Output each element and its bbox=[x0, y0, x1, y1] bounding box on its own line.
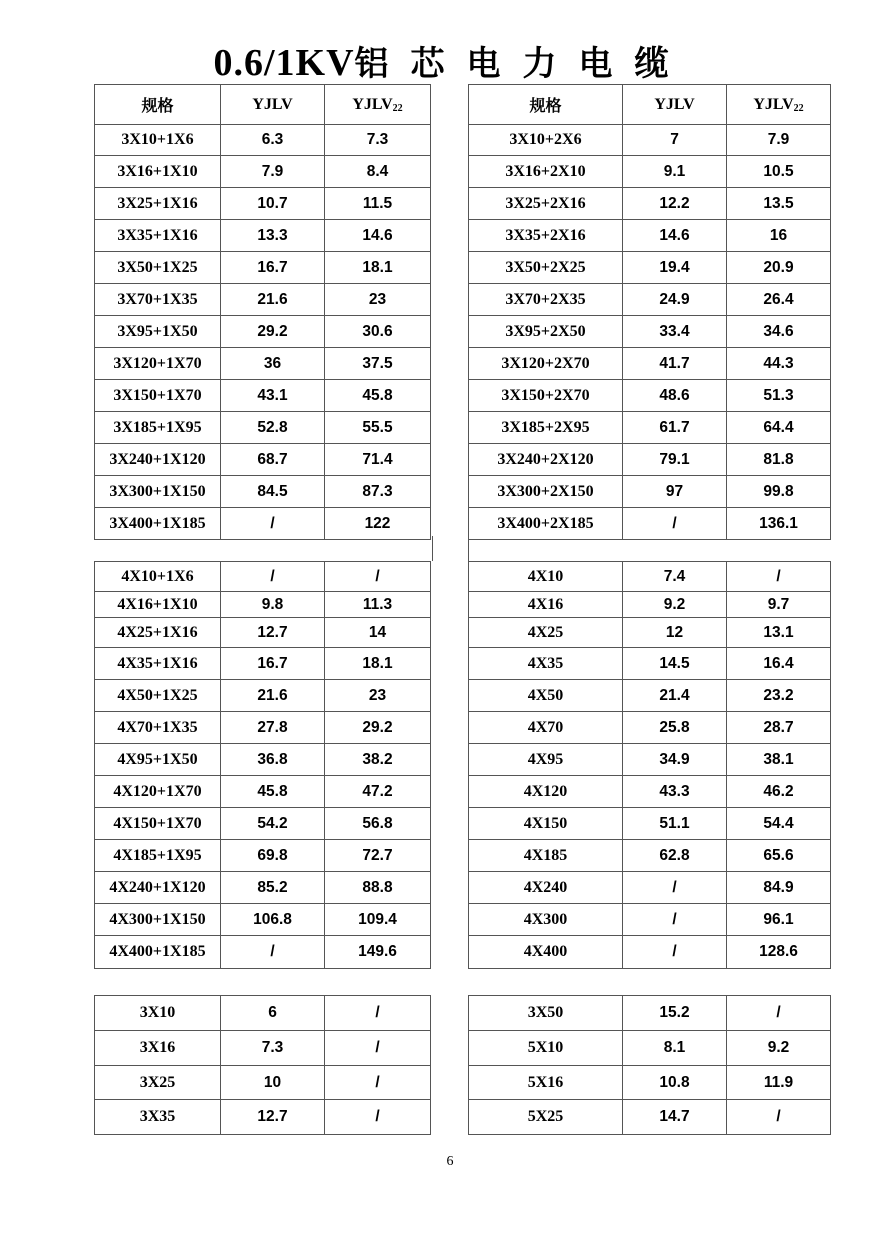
yjlv-cell: 33.4 bbox=[623, 316, 727, 348]
spec-cell: 3X95+2X50 bbox=[469, 316, 623, 348]
table-row bbox=[469, 444, 831, 476]
table-row bbox=[469, 188, 831, 220]
yjlv-cell: / bbox=[623, 508, 727, 540]
yjlv-cell: 62.8 bbox=[623, 840, 727, 872]
yjlv22-cell: 99.8 bbox=[727, 476, 831, 508]
yjlv-cell: 12.2 bbox=[623, 188, 727, 220]
spec-cell: 4X240+1X120 bbox=[95, 872, 221, 904]
header-spec: 规格 bbox=[469, 85, 623, 125]
yjlv-cell: 106.8 bbox=[221, 904, 325, 936]
yjlv22-cell: / bbox=[727, 1100, 831, 1135]
spec-cell: 4X70+1X35 bbox=[95, 712, 221, 744]
yjlv-cell: / bbox=[623, 872, 727, 904]
spec-cell: 3X120+2X70 bbox=[469, 348, 623, 380]
yjlv22-cell: 38.2 bbox=[325, 744, 431, 776]
spec-cell: 3X25 bbox=[95, 1066, 221, 1100]
spec-cell: 4X400 bbox=[469, 936, 623, 969]
yjlv-cell: 16.7 bbox=[221, 252, 325, 284]
yjlv-cell: 7 bbox=[623, 125, 727, 156]
spec-cell: 3X185+1X95 bbox=[95, 412, 221, 444]
spec-cell: 3X10+2X6 bbox=[469, 125, 623, 156]
table-row bbox=[469, 904, 831, 936]
table-row bbox=[95, 444, 431, 476]
table-row bbox=[469, 936, 831, 969]
yjlv22-cell: 9.2 bbox=[727, 1031, 831, 1066]
yjlv-cell: 43.1 bbox=[221, 380, 325, 412]
yjlv-cell: 9.8 bbox=[221, 592, 325, 618]
table-row bbox=[469, 348, 831, 380]
table-row bbox=[95, 618, 431, 648]
yjlv22-cell: 23 bbox=[325, 680, 431, 712]
divider-line bbox=[432, 536, 433, 561]
yjlv-cell: 36 bbox=[221, 348, 325, 380]
yjlv22-cell: 9.7 bbox=[727, 592, 831, 618]
table-row bbox=[469, 125, 831, 156]
yjlv-cell: 6.3 bbox=[221, 125, 325, 156]
spec-cell: 4X120+1X70 bbox=[95, 776, 221, 808]
spec-cell: 5X10 bbox=[469, 1031, 623, 1066]
yjlv-cell: 27.8 bbox=[221, 712, 325, 744]
yjlv-cell: 25.8 bbox=[623, 712, 727, 744]
table-row bbox=[95, 1031, 431, 1066]
yjlv22-cell: 45.8 bbox=[325, 380, 431, 412]
yjlv-cell: 69.8 bbox=[221, 840, 325, 872]
yjlv22-cell: / bbox=[727, 562, 831, 592]
table-row bbox=[469, 618, 831, 648]
spec-cell: 3X16 bbox=[95, 1031, 221, 1066]
yjlv22-cell: 29.2 bbox=[325, 712, 431, 744]
yjlv-cell: 21.6 bbox=[221, 284, 325, 316]
yjlv22-cell: 23.2 bbox=[727, 680, 831, 712]
yjlv-cell: / bbox=[221, 508, 325, 540]
spec-cell: 4X35 bbox=[469, 648, 623, 680]
yjlv22-cell: 16.4 bbox=[727, 648, 831, 680]
table-row bbox=[95, 316, 431, 348]
table-row bbox=[95, 996, 431, 1031]
spec-cell: 4X240 bbox=[469, 872, 623, 904]
spec-cell: 3X16+2X10 bbox=[469, 156, 623, 188]
table-row bbox=[469, 996, 831, 1031]
yjlv-cell: 12.7 bbox=[221, 1100, 325, 1135]
page-number: 6 bbox=[446, 1154, 454, 1169]
yjlv-cell: 21.6 bbox=[221, 680, 325, 712]
spec-cell: 3X300+2X150 bbox=[469, 476, 623, 508]
table-row bbox=[469, 712, 831, 744]
spec-cell: 4X95+1X50 bbox=[95, 744, 221, 776]
table-row bbox=[95, 380, 431, 412]
header-spec: 规格 bbox=[95, 85, 221, 125]
table-row bbox=[95, 562, 431, 592]
yjlv-cell: 14.6 bbox=[623, 220, 727, 252]
spec-cell: 3X240+1X120 bbox=[95, 444, 221, 476]
table-row bbox=[469, 156, 831, 188]
yjlv22-cell: 55.5 bbox=[325, 412, 431, 444]
spec-cell: 3X185+2X95 bbox=[469, 412, 623, 444]
yjlv22-cell: / bbox=[727, 996, 831, 1031]
table-row bbox=[95, 592, 431, 618]
header-yjlv22: $YJLV_{22}$ bbox=[727, 85, 831, 125]
table-row bbox=[95, 476, 431, 508]
yjlv22-cell: / bbox=[325, 1031, 431, 1066]
yjlv-cell: 85.2 bbox=[221, 872, 325, 904]
yjlv-cell: 19.4 bbox=[623, 252, 727, 284]
yjlv22-cell: 18.1 bbox=[325, 252, 431, 284]
spec-cell: 4X50+1X25 bbox=[95, 680, 221, 712]
yjlv-cell: 16.7 bbox=[221, 648, 325, 680]
yjlv-cell: 6 bbox=[221, 996, 325, 1031]
table-row bbox=[469, 1066, 831, 1100]
yjlv-cell: 12.7 bbox=[221, 618, 325, 648]
yjlv22-cell: 56.8 bbox=[325, 808, 431, 840]
table-row bbox=[469, 252, 831, 284]
spec-cell: 4X185 bbox=[469, 840, 623, 872]
page-title: 0.6/1KV铝芯电力电缆 bbox=[213, 42, 691, 84]
yjlv22-cell: 96.1 bbox=[727, 904, 831, 936]
yjlv22-cell: 28.7 bbox=[727, 712, 831, 744]
spec-cell: 4X70 bbox=[469, 712, 623, 744]
table-row bbox=[469, 648, 831, 680]
spec-cell: 3X70+2X35 bbox=[469, 284, 623, 316]
spec-cell: 3X400+2X185 bbox=[469, 508, 623, 540]
table-row bbox=[95, 712, 431, 744]
yjlv22-cell: 136.1 bbox=[727, 508, 831, 540]
yjlv22-cell: 84.9 bbox=[727, 872, 831, 904]
table-row bbox=[469, 776, 831, 808]
spec-cell: 4X25+1X16 bbox=[95, 618, 221, 648]
table-row bbox=[469, 680, 831, 712]
yjlv-cell: / bbox=[623, 936, 727, 969]
yjlv-cell: 24.9 bbox=[623, 284, 727, 316]
yjlv-cell: 8.1 bbox=[623, 1031, 727, 1066]
spec-cell: 4X300+1X150 bbox=[95, 904, 221, 936]
spec-cell: 5X16 bbox=[469, 1066, 623, 1100]
spec-cell: 3X16+1X10 bbox=[95, 156, 221, 188]
header-yjlv: YJLV bbox=[221, 85, 325, 125]
yjlv22-cell: 71.4 bbox=[325, 444, 431, 476]
table-row bbox=[469, 562, 831, 592]
table-4core-right bbox=[468, 561, 831, 969]
yjlv22-cell: 149.6 bbox=[325, 936, 431, 969]
spec-cell: 4X150+1X70 bbox=[95, 808, 221, 840]
yjlv-cell: 9.1 bbox=[623, 156, 727, 188]
divider-line bbox=[468, 536, 469, 561]
table-row bbox=[95, 412, 431, 444]
table-row bbox=[469, 592, 831, 618]
yjlv22-cell: / bbox=[325, 996, 431, 1031]
yjlv22-cell: 88.8 bbox=[325, 872, 431, 904]
yjlv22-cell: 10.5 bbox=[727, 156, 831, 188]
yjlv22-cell: 14 bbox=[325, 618, 431, 648]
yjlv-cell: 10.7 bbox=[221, 188, 325, 220]
table-row bbox=[469, 1031, 831, 1066]
spec-cell: 3X120+1X70 bbox=[95, 348, 221, 380]
header-yjlv22: $YJLV_{22}$ bbox=[325, 85, 431, 125]
yjlv22-cell: 122 bbox=[325, 508, 431, 540]
yjlv22-cell: 11.9 bbox=[727, 1066, 831, 1100]
yjlv22-cell: 11.5 bbox=[325, 188, 431, 220]
spec-cell: 3X35+1X16 bbox=[95, 220, 221, 252]
spec-cell: 4X16 bbox=[469, 592, 623, 618]
table-row bbox=[95, 252, 431, 284]
yjlv22-cell: 30.6 bbox=[325, 316, 431, 348]
yjlv22-cell: 51.3 bbox=[727, 380, 831, 412]
spec-cell: 3X50+2X25 bbox=[469, 252, 623, 284]
table-row bbox=[95, 188, 431, 220]
yjlv-cell: 36.8 bbox=[221, 744, 325, 776]
spec-cell: 3X25+1X16 bbox=[95, 188, 221, 220]
table-row bbox=[95, 508, 431, 540]
yjlv22-cell: 46.2 bbox=[727, 776, 831, 808]
yjlv-cell: 54.2 bbox=[221, 808, 325, 840]
yjlv22-cell: 26.4 bbox=[727, 284, 831, 316]
yjlv22-cell: / bbox=[325, 562, 431, 592]
yjlv22-cell: 7.9 bbox=[727, 125, 831, 156]
yjlv-cell: 84.5 bbox=[221, 476, 325, 508]
table-row bbox=[469, 284, 831, 316]
yjlv22-cell: 87.3 bbox=[325, 476, 431, 508]
table-row bbox=[469, 220, 831, 252]
spec-cell: 4X50 bbox=[469, 680, 623, 712]
yjlv-cell: / bbox=[623, 904, 727, 936]
table-row bbox=[95, 680, 431, 712]
yjlv22-cell: 7.3 bbox=[325, 125, 431, 156]
yjlv22-cell: 11.3 bbox=[325, 592, 431, 618]
table-row bbox=[95, 936, 431, 969]
yjlv22-cell: 65.6 bbox=[727, 840, 831, 872]
table-row bbox=[469, 476, 831, 508]
table-row bbox=[95, 840, 431, 872]
yjlv22-cell: 34.6 bbox=[727, 316, 831, 348]
spec-cell: 4X300 bbox=[469, 904, 623, 936]
table-row bbox=[95, 1100, 431, 1135]
spec-cell: 3X10 bbox=[95, 996, 221, 1031]
yjlv-cell: 9.2 bbox=[623, 592, 727, 618]
table-misc-right bbox=[468, 995, 831, 1135]
yjlv-cell: 10.8 bbox=[623, 1066, 727, 1100]
yjlv-cell: 48.6 bbox=[623, 380, 727, 412]
spec-cell: 3X150+1X70 bbox=[95, 380, 221, 412]
table-4core-left bbox=[94, 561, 431, 969]
table-row bbox=[469, 872, 831, 904]
yjlv-cell: 52.8 bbox=[221, 412, 325, 444]
table-row bbox=[95, 1066, 431, 1100]
spec-cell: 4X120 bbox=[469, 776, 623, 808]
yjlv-cell: 21.4 bbox=[623, 680, 727, 712]
spec-cell: 3X240+2X120 bbox=[469, 444, 623, 476]
spec-cell: 4X25 bbox=[469, 618, 623, 648]
spec-cell: 3X150+2X70 bbox=[469, 380, 623, 412]
yjlv-cell: 45.8 bbox=[221, 776, 325, 808]
yjlv22-cell: 37.5 bbox=[325, 348, 431, 380]
yjlv22-cell: 64.4 bbox=[727, 412, 831, 444]
spec-cell: 4X150 bbox=[469, 808, 623, 840]
table-row bbox=[95, 744, 431, 776]
yjlv-cell: 61.7 bbox=[623, 412, 727, 444]
spec-cell: 5X25 bbox=[469, 1100, 623, 1135]
yjlv-cell: 13.3 bbox=[221, 220, 325, 252]
table-misc-left bbox=[94, 995, 431, 1135]
yjlv-cell: 29.2 bbox=[221, 316, 325, 348]
yjlv-cell: 43.3 bbox=[623, 776, 727, 808]
yjlv22-cell: 16 bbox=[727, 220, 831, 252]
table-row bbox=[95, 125, 431, 156]
yjlv-cell: 14.5 bbox=[623, 648, 727, 680]
spec-cell: 3X10+1X6 bbox=[95, 125, 221, 156]
yjlv22-cell: 109.4 bbox=[325, 904, 431, 936]
yjlv22-cell: 72.7 bbox=[325, 840, 431, 872]
yjlv-cell: 12 bbox=[623, 618, 727, 648]
table-row bbox=[95, 808, 431, 840]
table-row bbox=[469, 744, 831, 776]
spec-cell: 3X25+2X16 bbox=[469, 188, 623, 220]
yjlv22-cell: / bbox=[325, 1100, 431, 1135]
spec-cell: 3X35 bbox=[95, 1100, 221, 1135]
yjlv-cell: 68.7 bbox=[221, 444, 325, 476]
table-row bbox=[95, 648, 431, 680]
spec-cell: 4X400+1X185 bbox=[95, 936, 221, 969]
table-row bbox=[95, 872, 431, 904]
yjlv22-cell: 23 bbox=[325, 284, 431, 316]
table-row bbox=[95, 776, 431, 808]
yjlv-cell: / bbox=[221, 936, 325, 969]
spec-cell: 3X70+1X35 bbox=[95, 284, 221, 316]
yjlv22-cell: 14.6 bbox=[325, 220, 431, 252]
spec-cell: 4X35+1X16 bbox=[95, 648, 221, 680]
spec-cell: 3X95+1X50 bbox=[95, 316, 221, 348]
yjlv-cell: 97 bbox=[623, 476, 727, 508]
table-row bbox=[95, 348, 431, 380]
spec-cell: 4X16+1X10 bbox=[95, 592, 221, 618]
table-row bbox=[95, 284, 431, 316]
yjlv-cell: 41.7 bbox=[623, 348, 727, 380]
yjlv22-cell: / bbox=[325, 1066, 431, 1100]
spec-cell: 3X400+1X185 bbox=[95, 508, 221, 540]
yjlv22-cell: 13.1 bbox=[727, 618, 831, 648]
table-3core-plus2-right bbox=[468, 84, 831, 540]
spec-cell: 4X10 bbox=[469, 562, 623, 592]
yjlv22-cell: 47.2 bbox=[325, 776, 431, 808]
table-3core-plus1-left bbox=[94, 84, 431, 540]
yjlv22-cell: 38.1 bbox=[727, 744, 831, 776]
yjlv22-cell: 128.6 bbox=[727, 936, 831, 969]
yjlv22-cell: 20.9 bbox=[727, 252, 831, 284]
yjlv-cell: 34.9 bbox=[623, 744, 727, 776]
yjlv-cell: 7.4 bbox=[623, 562, 727, 592]
yjlv-cell: 7.9 bbox=[221, 156, 325, 188]
table-row bbox=[469, 380, 831, 412]
header-yjlv: YJLV bbox=[623, 85, 727, 125]
table-row bbox=[469, 840, 831, 872]
table-row bbox=[469, 1100, 831, 1135]
table-row bbox=[95, 156, 431, 188]
yjlv-cell: 7.3 bbox=[221, 1031, 325, 1066]
spec-cell: 3X50+1X25 bbox=[95, 252, 221, 284]
yjlv-cell: 15.2 bbox=[623, 996, 727, 1031]
spec-cell: 3X300+1X150 bbox=[95, 476, 221, 508]
table-row bbox=[95, 220, 431, 252]
yjlv-cell: 51.1 bbox=[623, 808, 727, 840]
yjlv22-cell: 81.8 bbox=[727, 444, 831, 476]
yjlv22-cell: 18.1 bbox=[325, 648, 431, 680]
spec-cell: 3X35+2X16 bbox=[469, 220, 623, 252]
table-row bbox=[469, 808, 831, 840]
yjlv22-cell: 54.4 bbox=[727, 808, 831, 840]
yjlv-cell: 10 bbox=[221, 1066, 325, 1100]
spec-cell: 4X10+1X6 bbox=[95, 562, 221, 592]
yjlv-cell: / bbox=[221, 562, 325, 592]
yjlv22-cell: 44.3 bbox=[727, 348, 831, 380]
spec-cell: 4X95 bbox=[469, 744, 623, 776]
table-row bbox=[469, 316, 831, 348]
yjlv22-cell: 8.4 bbox=[325, 156, 431, 188]
yjlv-cell: 14.7 bbox=[623, 1100, 727, 1135]
table-row bbox=[95, 904, 431, 936]
yjlv-cell: 79.1 bbox=[623, 444, 727, 476]
spec-cell: 3X50 bbox=[469, 996, 623, 1031]
table-row bbox=[469, 412, 831, 444]
table-row bbox=[469, 508, 831, 540]
spec-cell: 4X185+1X95 bbox=[95, 840, 221, 872]
yjlv22-cell: 13.5 bbox=[727, 188, 831, 220]
